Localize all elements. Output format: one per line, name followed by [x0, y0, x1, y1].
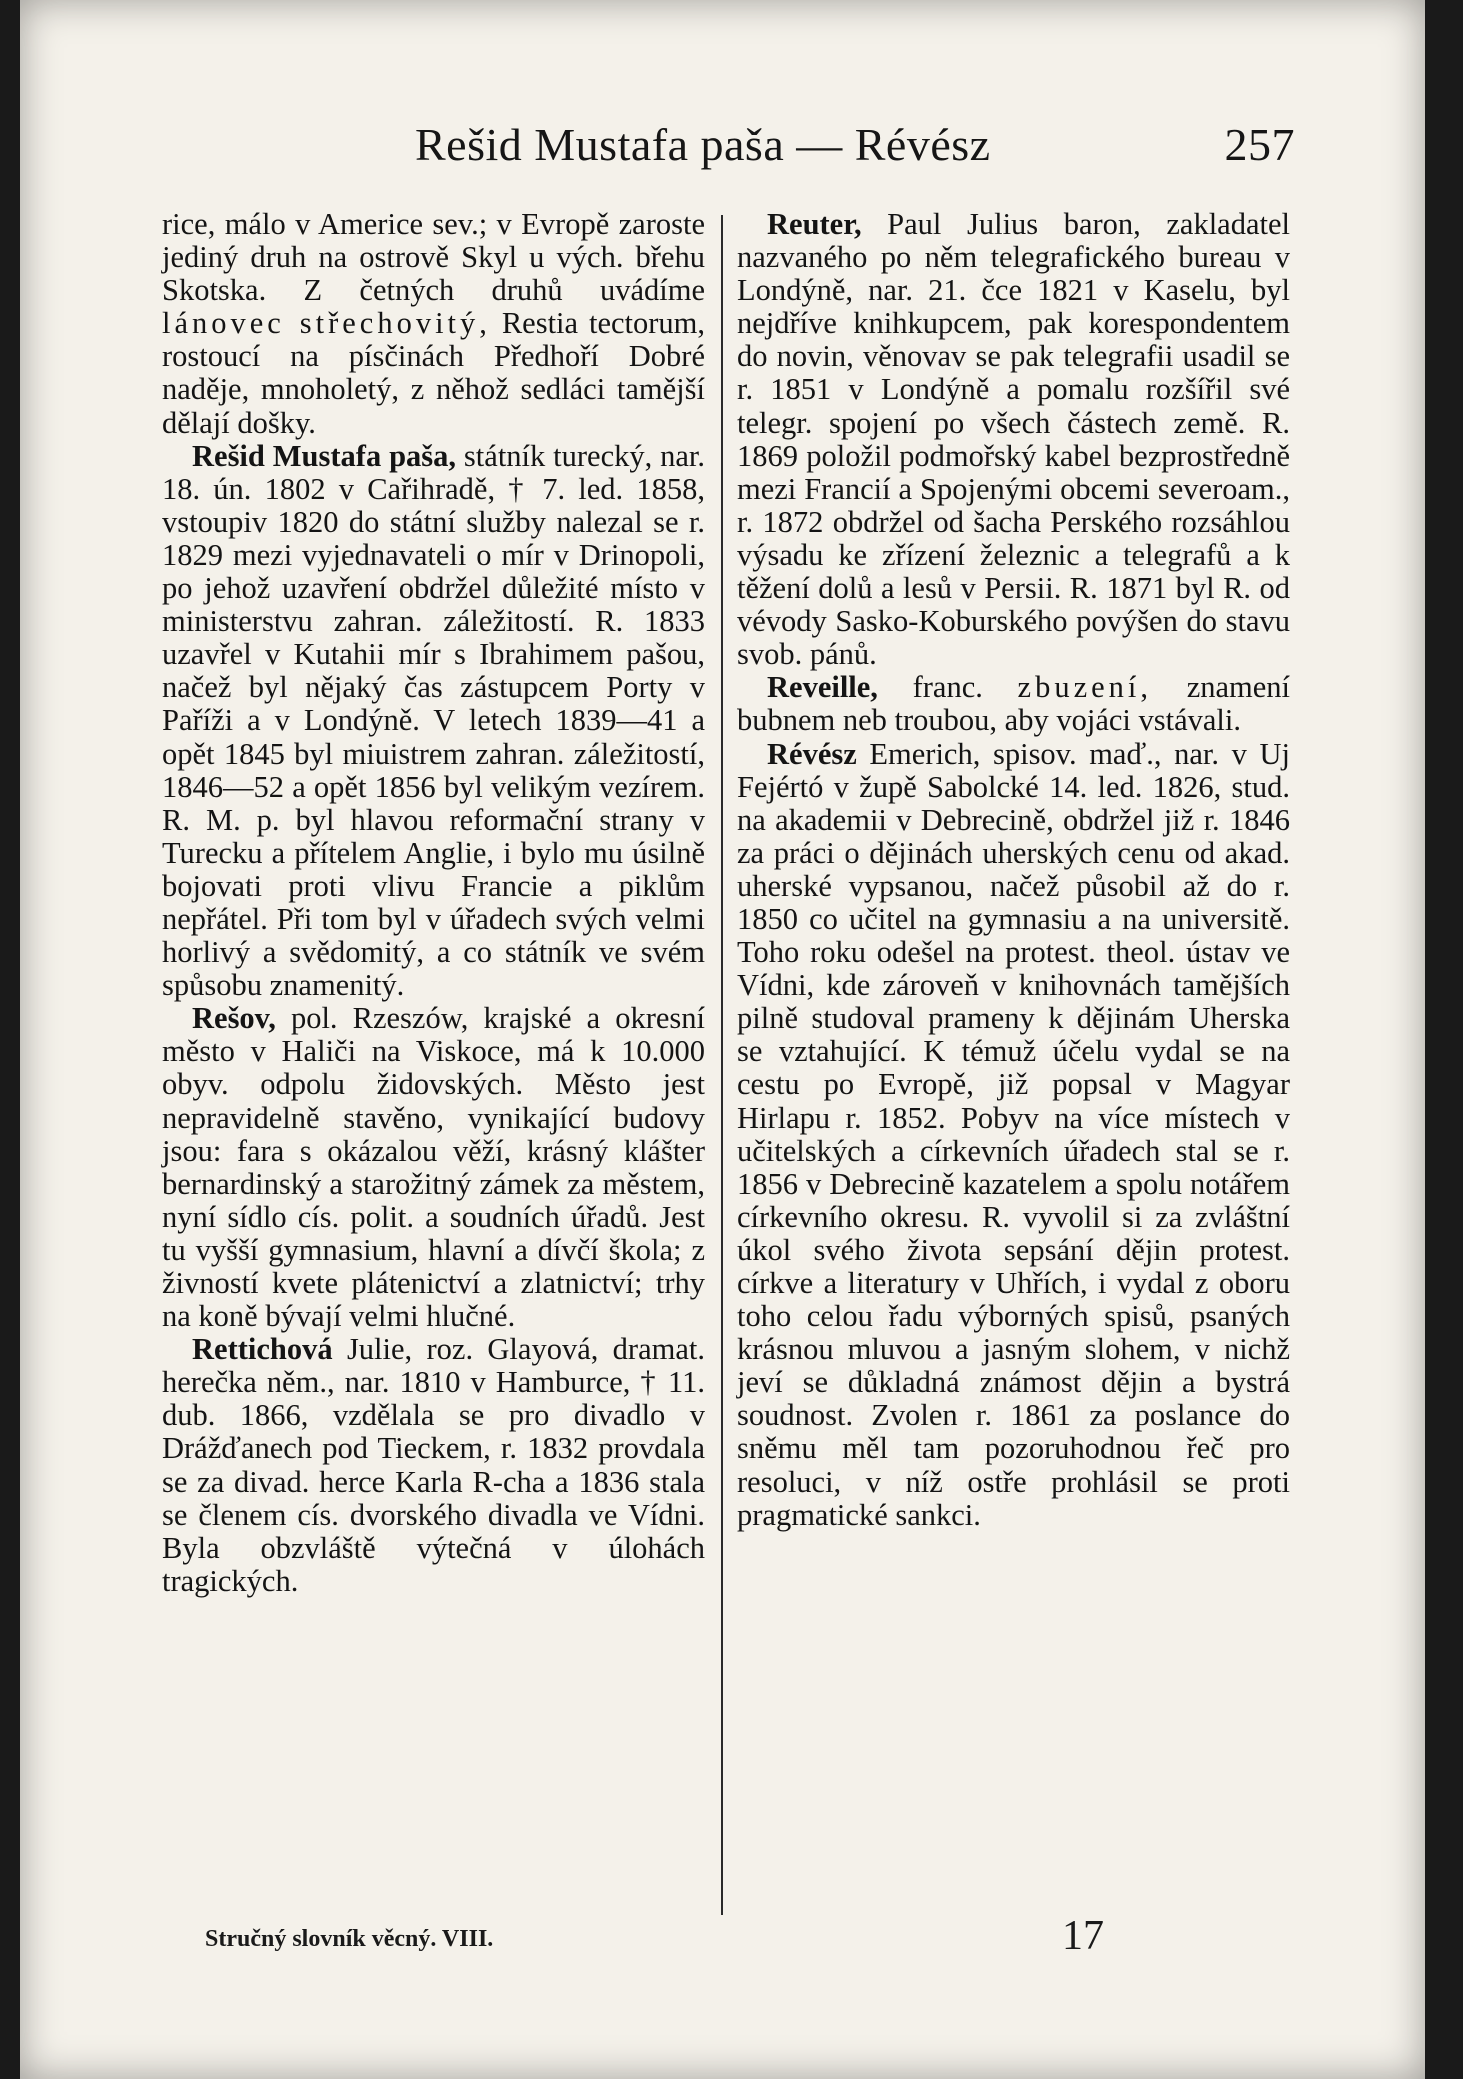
footer-signature-mark: 17 [1062, 1913, 1104, 1959]
entry-rettichova [162, 1333, 705, 1598]
entry-body: franc. [877, 670, 1018, 705]
entry-headword: Reuter, [767, 207, 862, 241]
entry-body: Paul Julius baron, zakladatel nazvaného po něm telegrafického bureau v Londýně, nar. 21. čce 1821 v Kaselu, byl nejdříve knihkupcem, pak korespondentem do novin, věnovav se pak telegrafii usadil se r. 1851 v Londýně a pomalu rozšířil své telegr. spojení po všech částech země. R. 1869 položil podmořský kabel bezprostředně mezi Francií a Spojenými obcemi severoam., r. 1872 obdržel od šacha Perského rozsáhlou výsadu ke zřízení železnic a telegrafů a k těžení dolů a lesů v Persii. R. 1871 byl R. od vévody Sasko-Koburského povýšen do stavu svob. pánů. [737, 207, 1290, 672]
footer-publication: Stručný slovník věcný. VIII. [205, 1926, 494, 1952]
entry-resov [162, 1002, 705, 1333]
entry-body: Emerich, spisov. maď., nar. v Uj Fejértó v župě Sabolcké 14. led. 1826, stud. na akademii v Debrecině, obdržel již r. 1846 za práci o dějinách uherských cenu od akad. uherské vypsanou, načež působil až do r. 1850 co učitel na gymnasiu a na universitě. Toho roku odešel na protest. theol. ústav ve Vídni, kde zároveň v knihovnách tamějších pilně studoval prameny k dějinám Uherska se vztahující. K témuž účelu vydal se na cestu po Evropě, již popsal v Magyar Hirlapu r. 1852. Pobyv na více místech v učitelských a církevních úřadech stal se r. 1856 v Debrecině kazatelem a spolu notářem církevního okresu. R. vyvolil si za zvláštní úkol svého života sepsání dějin protest. církve a literatury v Uhřích, i vydal z oboru toho celou řadu výborných spisů, psaných krásnou mluvou a jasným slohem, v nichž jeví se důkladná známost dějin a bystrá soudnost. Zvolen r. 1861 za poslance do sněmu měl tam pozoruhodnou řeč pro resoluci, v níž ostře prohlásil se proti pragmatické sankci. [737, 736, 1290, 1532]
entry-body: Julie, roz. Glayová, dramat. herečka něm., nar. 1810 v Hamburce, † 11. dub. 1866, vzdělala se pro divadlo v Drážďanech pod Tieckem, r. 1832 provdala se za divad. herce Karla R-cha a 1836 stala se členem cís. dvorského divadla ve Vídni. Byla obzvláště výtečná v úlohách tragických. [162, 1332, 705, 1598]
page-number: 257 [1224, 119, 1295, 170]
header-title: Rešid Mustafa paša — Révész [415, 119, 991, 170]
entry-headword: Rešid Mustafa paša, [192, 438, 457, 473]
entry-headword: Rešov, [192, 1001, 276, 1036]
entry-body: státník turecký, nar. 18. ún. 1802 v Cařihradě, † 7. led. 1858, vstoupiv 1820 do státní služby nalezal se r. 1829 mezi vyjednavateli o mír v Drinopoli, po jehož uzavření obdržel důležité místo v ministerstvu zahran. záležitostí. R. 1833 uzavřel v Kutahii mír s Ibrahimem pašou, načež byl nějaký čas zástupcem Porty v Paříži a v Londýně. V letech 1839—41 a opět 1845 byl miuistrem zahran. záležitostí, 1846—52 a opět 1856 byl velikým vezírem. R. M. p. byl hlavou reformační strany v Turecku a přítelem Anglie, i bylo mu úsilně bojovati proti vlivu Francie a piklům nepřátel. Při tom byl v úřadech svých velmi horlivý a svědomitý, a co státník ve svém spůsobu znamenitý. [162, 438, 706, 1003]
column-divider [721, 215, 723, 1915]
entry-continuation: rice, málo v Americe sev.; v Evropě zaroste jediný druh na ostrově Skyl u vých. břehu Skotska. Z četných druhů uvádíme lánovec střechovitý, Restia tectorum, rostoucí na písčinách Předhoří Dobré naděje, mnoholetý, z něhož sedláci tamější dělají došky. [162, 207, 706, 440]
entry-headword: Révész [767, 736, 857, 771]
entry-resid-mustafa [162, 440, 705, 1003]
right-column [737, 208, 1290, 1532]
entry-headword: Rettichová [192, 1332, 333, 1367]
entry-reuter [737, 208, 1290, 671]
entry-revesz [737, 738, 1290, 1532]
book-page [20, 0, 1425, 2079]
left-column [162, 208, 705, 1598]
entry-body: pol. Rzeszów, krajské a okresní město v Haliči na Viskoce, má k 10.000 obyv. odpolu židovských. Město jest nepravidelně stavěno, vynikající budovy jsou: fara s okázalou věží, krásný klášter bernardinský a starožitný zámek za městem, nyní sídlo cís. polit. a soudních úřadů. Jest tu vyšší gymnasium, hlavní a dívčí škola; z živností kvete plátenictví a zlatnictví; trhy na koně bývají velmi hlučné. [162, 1001, 705, 1334]
running-header [415, 118, 1295, 171]
entry-reveille: Reveille, franc. zbuzení, znamení bubnem neb troubou, aby vojáci vstávali. [737, 670, 1290, 738]
entry-headword: Reveille, [767, 670, 878, 705]
